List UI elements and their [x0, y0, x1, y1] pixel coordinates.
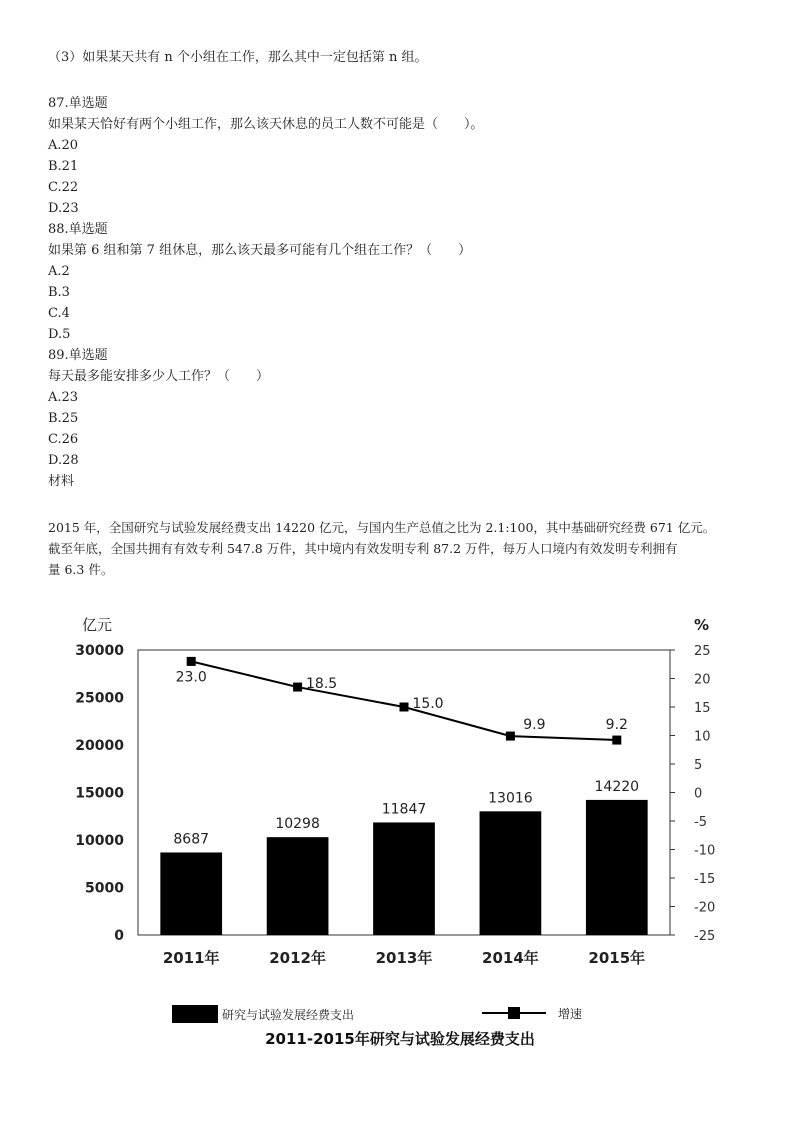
question-88-stem: 如果第 6 组和第 7 组休息，那么该天最多可能有几个组在工作？（ ）	[48, 243, 472, 258]
bar	[480, 811, 542, 935]
left-tick-label: 0	[114, 928, 124, 944]
question-88-option-c: C.4	[48, 306, 70, 321]
material-line-2: 截至年底，全国共拥有有效专利 547.8 万件，其中境内有效发明专利 87.2 万件，每万人口境内有效发明专利拥有	[48, 541, 678, 556]
legend-line-label: 增速	[558, 1007, 583, 1021]
question-88-option-b: B.3	[48, 285, 70, 300]
category-label: 2012年	[269, 949, 326, 967]
bar-value-label: 14220	[594, 778, 640, 795]
right-tick-label: 5	[694, 758, 703, 773]
bar	[267, 837, 329, 935]
question-87-option-d: D.23	[48, 201, 79, 216]
legend-bar-swatch	[172, 1005, 218, 1023]
chart-title: 2011-2015年研究与试验发展经费支出	[265, 1030, 535, 1048]
material-line-1: 2015 年，全国研究与试验发展经费支出 14220 亿元，与国内生产总值之比为 2.1:100，其中基础研究经费 671 亿元。	[48, 520, 716, 535]
growth-point-marker	[400, 703, 409, 712]
note-line: （3）如果某天共有 n 个小组在工作，那么其中一定包括第 n 组。	[48, 50, 428, 65]
question-89-stem: 每天最多能安排多少人工作？（ ）	[48, 369, 270, 384]
material-label: 材料	[48, 474, 75, 489]
right-tick-label: -10	[694, 843, 716, 859]
question-88-option-a: A.2	[48, 264, 70, 279]
right-tick-label: -25	[694, 929, 716, 944]
question-87-option-c: C.22	[48, 180, 79, 195]
category-label: 2013年	[375, 949, 433, 967]
growth-line	[191, 661, 617, 740]
category-label: 2014年	[482, 949, 539, 967]
growth-point-marker	[187, 657, 196, 666]
left-tick-label: 15000	[75, 785, 124, 802]
question-88-number: 88.单选题	[48, 222, 108, 237]
right-tick-label: -5	[694, 815, 707, 830]
question-89-option-d: D.28	[48, 453, 79, 468]
question-87-option-b: B.21	[48, 159, 79, 174]
right-tick-label: 20	[694, 672, 711, 688]
left-tick-label: 10000	[75, 833, 124, 849]
left-tick-label: 30000	[75, 643, 124, 659]
bar-value-label: 8687	[173, 831, 210, 848]
right-axis-unit-label: %	[694, 616, 710, 634]
growth-value-label: 15.0	[412, 696, 444, 712]
legend-line-marker	[508, 1007, 520, 1019]
bar	[160, 852, 222, 935]
question-89-option-a: A.23	[48, 390, 79, 405]
growth-value-label: 9.9	[523, 717, 546, 734]
right-tick-label: -15	[694, 872, 716, 887]
question-87-number: 87.单选题	[48, 96, 108, 111]
bar-value-label: 10298	[275, 816, 320, 833]
growth-point-marker	[612, 736, 621, 745]
bar-value-label: 11847	[381, 801, 427, 818]
bar-value-label: 13016	[488, 790, 533, 807]
question-87-stem: 如果某天恰好有两个小组工作，那么该天休息的员工人数不可能是（ ）。	[48, 117, 484, 132]
material-line-3: 量 6.3 件。	[48, 562, 114, 577]
growth-point-marker	[293, 683, 302, 692]
right-tick-label: -20	[694, 900, 716, 916]
left-axis-unit-label: 亿元	[82, 616, 113, 634]
legend-bar-label: 研究与试验发展经费支出	[222, 1008, 355, 1022]
right-tick-label: 15	[694, 701, 711, 716]
right-tick-label: 25	[694, 644, 711, 659]
question-89-option-c: C.26	[48, 432, 79, 447]
bar	[373, 822, 435, 935]
question-88-option-d: D.5	[48, 327, 71, 342]
question-87-option-a: A.20	[48, 138, 79, 153]
growth-point-marker	[506, 732, 515, 741]
left-tick-label: 25000	[75, 690, 124, 707]
chart-svg	[60, 600, 740, 1060]
question-89-number: 89.单选题	[48, 348, 108, 363]
right-tick-label: 10	[694, 729, 711, 745]
left-tick-label: 20000	[75, 738, 124, 754]
growth-value-label: 23.0	[175, 669, 207, 686]
category-label: 2015年	[588, 949, 646, 967]
question-89-option-b: B.25	[48, 411, 79, 426]
growth-value-label: 18.5	[306, 676, 338, 693]
left-tick-label: 5000	[85, 880, 124, 897]
growth-value-label: 9.2	[605, 717, 628, 734]
bar	[586, 800, 648, 935]
right-tick-label: 0	[694, 786, 703, 802]
category-label: 2011年	[162, 949, 220, 967]
rd-expenditure-chart	[60, 600, 740, 1060]
